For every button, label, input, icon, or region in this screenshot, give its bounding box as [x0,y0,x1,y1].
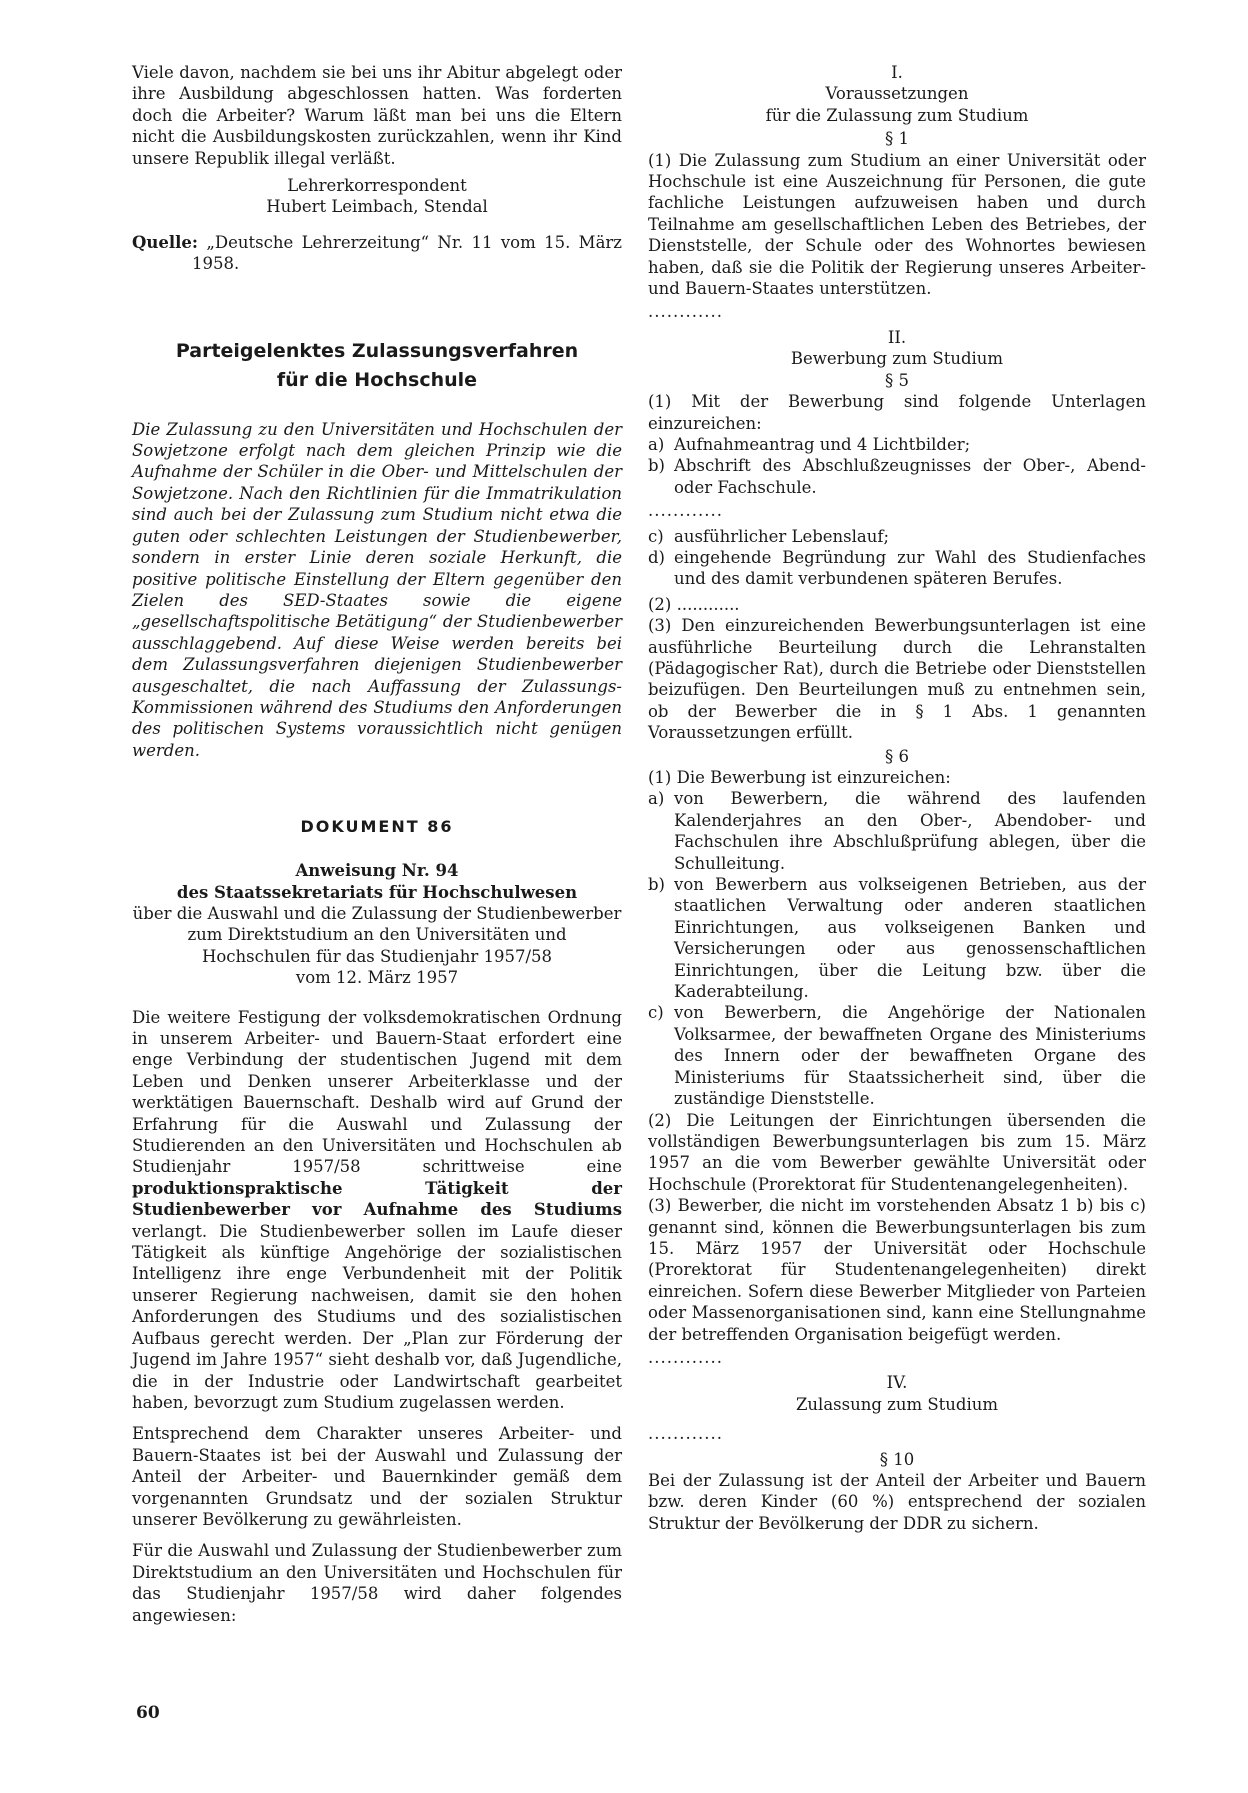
body-1-text-b: verlangt. Die Studienbewerber sollen im Laufe dieser Tätigkeit als künftige Angehörige der sozialistischen Intelligenz ihre enge Verbundenheit mit der Politik unserer Regierung nachweisen, damit sie den hohen Anforderungen des Studiums und des sozialistischen Aufbaus gerecht werden. Der „Plan zur Förderung der Jugend im Jahre 1957“ sieht deshalb vor, daß Jugendliche, die in der Industrie oder Landwirtschaft gearbeitet haben, bevorzugt zum Studium zugelassen werden. [132,1221,622,1412]
document-title-bold-1: Anweisung Nr. 94 [295,861,459,881]
paragraph-10-text: Bei der Zulassung ist der Anteil der Arbeiter und Bauern bzw. deren Kinder (60 %) entsprechend der sozialen Struktur der Bevölkerung der DDR zu sichern. [648,1471,1146,1533]
ellipsis: ............ [648,1347,723,1367]
paragraph-6-intro: (1) Die Bewerbung ist einzureichen: [648,768,951,787]
section-title [132,337,622,395]
section-title-line-1: Parteigelenktes Zulassungsverfahren [175,339,579,362]
paragraph-5-3: (3) Den einzureichenden Bewerbungsunterlagen ist eine ausführliche Beurteilung durch die Lehranstalten (Pädagogischer Rat), durch die Betriebe oder Dienststellen beizufügen. Den Beurteilungen muß zu entnehmen sein, ob der Bewerber die in § 1 Abs. 1 genannten Voraussetzungen erfüllt. [648,616,1146,743]
document-date: vom 12. März 1957 [295,968,459,988]
body-1-bold-phrase: produktionspraktische Tätigkeit der Studienbewerber vor Aufnahme des Studiums [132,1178,622,1220]
paragraph-5-2: (2) ............ [648,594,740,614]
paragraph-5-intro: (1) Mit der Bewerbung sind folgende Unterlagen einzureichen: [648,392,1146,433]
list-item-label: a) [648,434,665,454]
ellipsis: ............ [648,302,723,322]
ellipsis: ............ [648,1424,723,1444]
document-heading: DOKUMENT 86 [300,817,454,837]
paragraph-6-3: (3) Bewerber, die nicht im vorstehenden Absatz 1 b) bis c) genannt sind, können die Bewerbungsunterlagen bis zum 15. März 1957 der Universität oder Hochschule (Prorektorat für Studentenangelegenheiten) direkt einreichen. Sofern diese Bewerber Mitglieder von Parteien oder Massenorganisationen sind, kann eine Stellungnahme der betreffenden Organisation beigefügt werden. [648,1196,1146,1344]
list-item [648,434,1146,455]
list-item-label: b) [648,875,665,895]
list-item-text: eingehende Begründung zur Wahl des Studienfaches und des damit verbundenen späteren Berufes. [674,547,1146,589]
section-roman-1: I. [891,63,903,82]
body-paragraph-2: Entsprechend dem Charakter unseres Arbeiter- und Bauern-Staates ist bei der Auswahl und Zulassung der Anteil der Arbeiter- und Bauernkinder gemäß dem vorgenannten Grundsatz und der sozialen Struktur unserer Bevölkerung zu gewährleisten. [132,1424,622,1529]
section-2-title: Bewerbung zum Studium [790,349,1004,369]
list-item-text: ausführlicher Lebenslauf; [674,526,890,546]
list-item [648,788,1146,874]
list-item [648,455,1146,498]
paragraph-symbol-5: § 5 [885,370,909,390]
section-title-line-2: für die Hochschule [276,368,478,391]
list-item-label: a) [648,789,665,809]
source-text: „Deutsche Lehrerzeitung“ Nr. 11 vom 15. März 1958. [192,232,622,274]
list-item-text: von Bewerbern, die Angehörige der Nationalen Volksarmee, der bewaffneten Organe des Ministeriums des Innern oder der bewaffneten Organe des Ministeriums für Staatssicherheit sind, über die zuständige Dienststelle. [674,1003,1146,1109]
list-item [648,1002,1146,1109]
body-1-text-a: Die weitere Festigung der volksdemokratischen Ordnung in unserem Arbeiter- und Bauern-Staat erfordert eine enge Verbindung der studentischen Jugend mit dem Leben und Denken unserer Arbeiterklasse und der werktätigen Bauernschaft. Deshalb wird auf Grund der Erfahrung für die Auswahl und Zulassung der Studierenden an den Universitäten und Hochschulen ab Studienjahr 1957/58 schrittweise eine [132,1007,622,1177]
paragraph-1-text: (1) Die Zulassung zum Studium an einer Universität oder Hochschule ist eine Auszeichnung für Personen, die gute fachliche Leistungen aufzuweisen haben und durch Teilnahme am gesellschaftlichen Leben des Betriebes, der Dienststelle, der Schule oder des Wohnortes bewiesen haben, daß sie die Politik der Regierung unseres Arbeiter- und Bauern-Staates unterstützen. [648,150,1146,299]
list-item-label: c) [648,526,664,546]
list-item [648,874,1146,1002]
document-title-block [132,860,622,988]
paragraph-symbol-6: § 6 [885,746,909,766]
source-note [132,232,622,275]
left-column [132,62,622,1626]
list-item-label: b) [648,456,665,476]
correspondent-name: Hubert Leimbach, Stendal [266,197,488,217]
body-paragraph-3: Für die Auswahl und Zulassung der Studienbewerber zum Direktstudium an den Universitäten und Hochschulen für das Studienjahr 1957/58 wird daher folgendes angewiesen: [132,1541,622,1625]
section-roman-4: IV. [886,1373,908,1393]
section-4-title: Zulassung zum Studium [795,1394,999,1414]
document-title-rest: über die Auswahl und die Zulassung der Studienbewerber zum Direktstudium an den Universitäten und Hochschulen für das Studienjahr 1957/58 [132,903,622,966]
paragraph-symbol-1: § 1 [885,129,909,149]
intro-paragraph: Viele davon, nachdem sie bei uns ihr Abitur abgelegt oder ihre Ausbildung abgeschlossen hatten. Was forderten doch die Arbeiter? Warum läßt man bei uns die Eltern nicht die Ausbildungskosten zurückzahlen, wenn ihr Kind unsere Republik illegal verläßt. [132,63,622,168]
list-item-text: von Bewerbern aus volkseigenen Betrieben, aus der staatlichen Verwaltung oder anderen staatlichen Einrichtungen, aus volkseigenen Banken und Versicherungen oder aus genossenschaftlichen Einrichtungen, über die Leitung bzw. über die Kaderabteilung. [674,875,1146,1002]
list-item-text: Abschrift des Abschlußzeugnisses der Ober-, Abend- oder Fachschule. [674,456,1146,497]
correspondent-role: Lehrerkorrespondent [287,176,467,196]
list-item-label: c) [648,1003,664,1023]
body-paragraph-1 [132,1007,622,1414]
source-label: Quelle: [132,232,198,252]
paragraph-6-2: (2) Die Leitungen der Einrichtungen übersenden die vollständigen Bewerbungsunterlagen bis zum 15. März 1957 an die vom Bewerber gewählte Universität oder Hochschule (Prorektorat für Studentenangelegenheiten). [648,1110,1146,1194]
list-item [648,547,1146,590]
page-number: 60 [136,1703,160,1723]
ellipsis: ............ [648,501,723,521]
section-1-title-line-2: für die Zulassung zum Studium [765,105,1029,125]
list-item-text: von Bewerbern, die während des laufenden Kalenderjahres an den Ober-, Abendober- und Fachschulen ihre Abschlußprüfung ablegen, über die Schulleitung. [674,789,1146,873]
paragraph-symbol-10: § 10 [879,1449,915,1469]
document-title-bold-2: des Staatssekretariats für Hochschulwesen [176,882,578,902]
list-item [648,526,1146,547]
list-item-text: Aufnahmeantrag und 4 Lichtbilder; [674,434,971,454]
list-item-label: d) [648,547,665,567]
introductory-commentary: Die Zulassung zu den Universitäten und Hochschulen der Sowjetzone erfolgt nach dem gleichen Prinzip wie die Aufnahme der Schüler in die Ober- und Mittelschulen der Sowjetzone. Nach den Richtlinien für die Immatrikulation sind auch bei der Zulassung zum Studium nicht etwa die guten oder schlechten Leistungen der Studienbewerber, sondern in erster Linie deren soziale Herkunft, die positive politische Einstellung der Eltern gegenüber den Zielen des SED-Staates sowie die eigene „gesellschaftspolitische Betätigung“ der Studienbewerber ausschlaggebend. Auf diese Weise werden bereits bei dem Zulassungsverfahren diejenigen Studienbewerber ausgeschaltet, die nach Auffassung der Zulassungs-Kommissionen während des Studiums den Anforderungen des politischen Systems voraussichtlich nicht genügen werden. [132,419,622,760]
right-column [648,62,1146,1534]
section-roman-2: II. [887,327,907,347]
section-1-title-line-1: Voraussetzungen [825,84,969,104]
